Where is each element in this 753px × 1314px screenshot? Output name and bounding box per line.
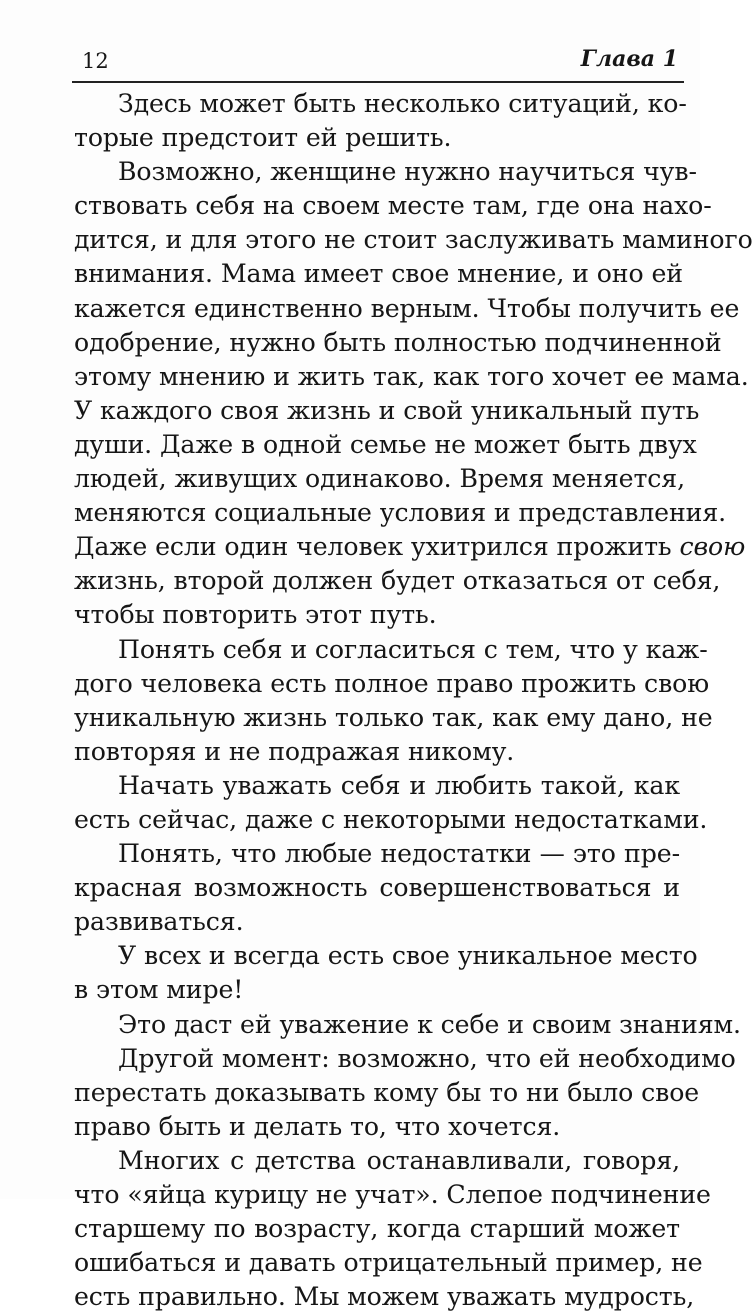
text-line bbox=[74, 223, 753, 257]
text-line-content: дого человека есть полное право прожить свою bbox=[74, 668, 710, 698]
text-line-content: ошибаться и давать отрицательный пример, не bbox=[74, 1248, 703, 1278]
text-line bbox=[74, 257, 683, 291]
text-line-content: чтобы повторить этот путь. bbox=[74, 600, 437, 630]
text-line bbox=[74, 701, 713, 735]
text-line-content: красная возможность совершенствоваться и bbox=[74, 873, 680, 903]
text-line-content: торые предстоит ей решить. bbox=[74, 123, 452, 153]
text-line bbox=[74, 735, 680, 769]
text-line-content: внимания. Мама имеет свое мнение, и оно ей bbox=[74, 259, 683, 289]
text-line-content: что «яйца курицу не учат». Слепое подчинение bbox=[74, 1180, 711, 1209]
text-line bbox=[74, 667, 710, 701]
chapter-title: Глава 1 bbox=[580, 46, 678, 72]
text-line bbox=[74, 598, 680, 632]
text-line-content: Понять себя и согласиться с тем, что у каж- bbox=[118, 634, 708, 664]
text-line-content: есть сейчас, даже с некоторыми недостатками. bbox=[74, 804, 708, 834]
text-line bbox=[74, 939, 698, 973]
page-number: 12 bbox=[82, 49, 109, 73]
text-line-content: развиваться. bbox=[74, 907, 244, 937]
text-line bbox=[74, 394, 700, 428]
text-line-content: одобрение, нужно быть полностью подчиненной bbox=[74, 327, 722, 357]
emphasized-word: свою bbox=[679, 532, 746, 562]
body-text bbox=[74, 87, 753, 1314]
text-line bbox=[74, 87, 687, 121]
text-line-content: повторяя и не подражая никому. bbox=[74, 736, 515, 766]
text-line bbox=[74, 1042, 736, 1076]
text-line bbox=[74, 1212, 680, 1246]
text-line-content: жизнь, второй должен будет отказаться от себя, bbox=[74, 566, 721, 596]
text-line-content: Понять, что любые недостатки — это пре- bbox=[118, 839, 680, 869]
text-line bbox=[74, 326, 722, 360]
text-line-content: дится, и для этого не стоит заслуживать маминого bbox=[74, 225, 753, 255]
text-line bbox=[74, 428, 697, 462]
text-line-content: Другой момент: возможно, что ей необходимо bbox=[118, 1043, 736, 1073]
text-line-content: Начать уважать себя и любить такой, как bbox=[118, 770, 680, 800]
text-line bbox=[74, 1076, 700, 1110]
text-line bbox=[74, 530, 746, 564]
text-line-content: в этом мире! bbox=[74, 975, 244, 1005]
text-line bbox=[74, 1008, 741, 1042]
text-line-content: души. Даже в одной семье не может быть двух bbox=[74, 429, 697, 459]
text-line bbox=[74, 155, 697, 189]
text-line-content: старшему по возрасту, когда старший может bbox=[74, 1214, 680, 1244]
text-line-content: ствовать себя на своем месте там, где она нахо- bbox=[74, 191, 712, 221]
text-line-content: право быть и делать то, что хочется. bbox=[74, 1111, 561, 1141]
text-line bbox=[74, 1280, 695, 1314]
text-line-content: Многих с детства останавливали, говоря, bbox=[118, 1145, 680, 1175]
text-line bbox=[74, 837, 680, 871]
text-line-content: У всех и всегда есть свое уникальное место bbox=[118, 941, 698, 971]
text-line bbox=[74, 1246, 703, 1280]
text-line bbox=[74, 189, 712, 223]
text-line bbox=[74, 871, 680, 905]
text-line bbox=[74, 462, 685, 496]
text-line bbox=[74, 496, 727, 530]
text-line-content: меняются социальные условия и представления. bbox=[74, 498, 727, 528]
text-line-content: У каждого своя жизнь и свой уникальный путь bbox=[74, 395, 700, 425]
text-line bbox=[74, 121, 680, 155]
text-line-content: людей, живущих одинаково. Время меняется, bbox=[74, 464, 685, 494]
text-line bbox=[74, 360, 749, 394]
text-line-content: перестать доказывать кому бы то ни было свое bbox=[74, 1077, 700, 1107]
text-line-content: Возможно, женщине нужно научиться чув- bbox=[118, 157, 697, 187]
text-line bbox=[74, 973, 680, 1007]
running-header bbox=[72, 40, 684, 78]
text-line bbox=[74, 905, 680, 939]
text-line bbox=[74, 633, 708, 667]
header-rule bbox=[72, 81, 684, 83]
text-line-content: этому мнению и жить так, как того хочет ее мама. bbox=[74, 361, 749, 391]
text-line-content: Это даст ей уважение к себе и своим знаниям. bbox=[118, 1009, 741, 1039]
text-line bbox=[74, 1178, 711, 1212]
text-line-content: есть правильно. Мы можем уважать мудрость, bbox=[74, 1282, 695, 1312]
text-line bbox=[74, 1110, 680, 1144]
text-line-content: кажется единственно верным. Чтобы получить ее bbox=[74, 293, 740, 323]
text-line bbox=[74, 292, 740, 326]
text-line bbox=[74, 564, 721, 598]
text-line bbox=[74, 803, 708, 837]
text-line-content: уникальную жизнь только так, как ему дано, не bbox=[74, 702, 713, 732]
text-line bbox=[74, 769, 680, 803]
text-line-content: Даже если один человек ухитрился прожить bbox=[74, 532, 680, 562]
text-line-content: Здесь может быть несколько ситуаций, ко- bbox=[118, 89, 687, 118]
text-line bbox=[74, 1144, 680, 1178]
